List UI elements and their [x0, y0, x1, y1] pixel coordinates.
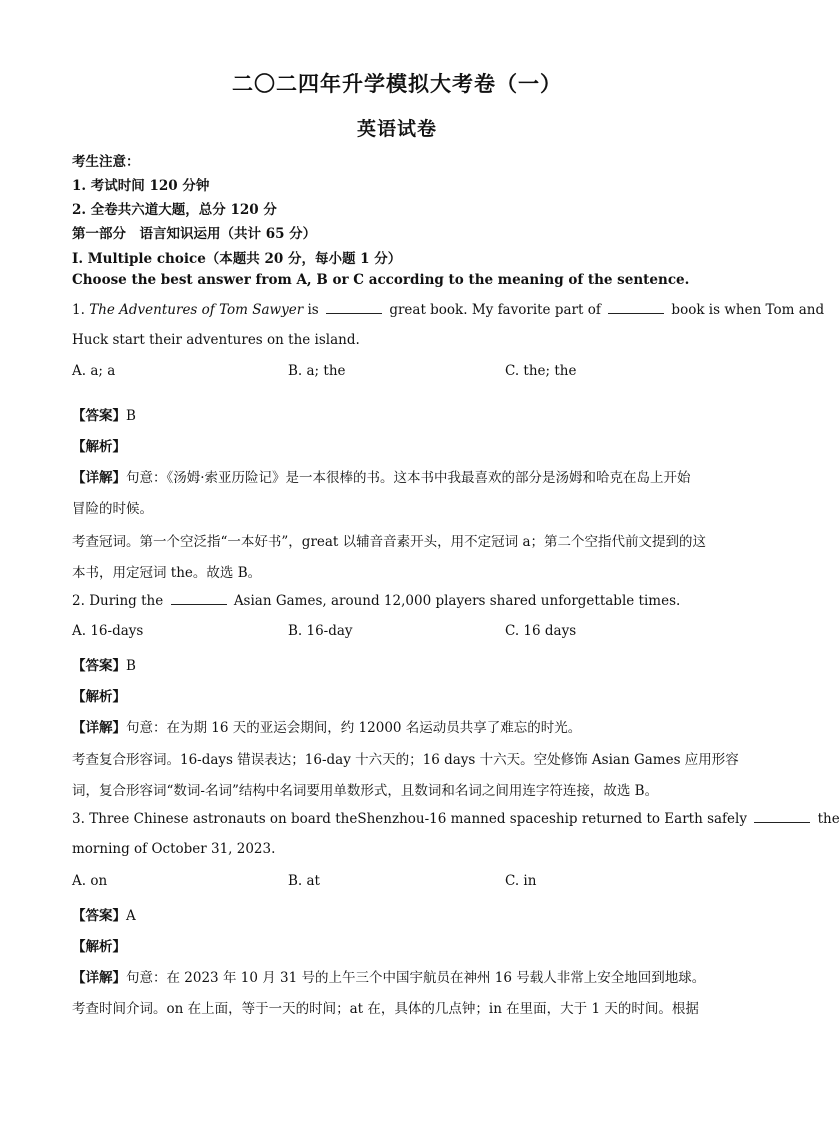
question-2: 2. During the Asian Games, around 12,000 players shared unforgettable times. — [72, 593, 681, 609]
exam-subtitle: 英语试卷 — [356, 118, 437, 140]
question-number: 1. — [72, 302, 85, 318]
option-a: A. on — [72, 873, 108, 889]
option-c: C. the; the — [505, 363, 577, 379]
notice-item-2: 2. 全卷共六道大题，总分 120 分 — [72, 202, 277, 218]
answer-line: 【答案】B — [72, 658, 136, 674]
analysis-label: 【解析】 — [72, 939, 126, 955]
notice-heading: 考生注意： — [72, 154, 140, 170]
detail-line: 【详解】句意：在为期 16 天的亚运会期间，约 12000 名运动员共享了难忘的时光。 — [72, 720, 582, 736]
option-b: B. a; the — [288, 363, 346, 379]
detail-line-cont: 冒险的时候。 — [72, 501, 153, 517]
detail-line: 【详解】句意：《汤姆·索亚历险记》是一本很棒的书。这本书中我最喜欢的部分是汤姆和哈克在岛上开始 — [72, 470, 691, 486]
analysis-label: 【解析】 — [72, 689, 126, 705]
answer-blank — [326, 301, 382, 314]
question-1-line2: Huck start their adventures on the island. — [72, 332, 360, 348]
answer-value: A — [126, 908, 136, 924]
explanation-line: 考查冠词。第一个空泛指“一本好书”，great 以辅音音素开头，用不定冠词 a；第二个空指代前文提到的这 — [72, 534, 706, 550]
answer-blank — [754, 810, 810, 823]
part-title: 第一部分 语言知识运用（共计 65 分） — [72, 226, 317, 242]
explanation-line-cont: 词，复合形容词“数词-名词”结构中名词要用单数形式，且数词和名词之间用连字符连接，故选 B。 — [72, 783, 659, 799]
option-b: B. 16-day — [288, 623, 353, 639]
section-title: I. Multiple choice（本题共 20 分，每小题 1 分） — [72, 251, 402, 267]
explanation-line: 考查复合形容词。16-days 错误表达；16-day 十六天的；16 days 十六天。空处修饰 Asian Games 应用形容 — [72, 752, 739, 768]
answer-blank — [171, 592, 227, 605]
question-number: 3. — [72, 811, 85, 827]
book-title: The Adventures of Tom Sawyer — [89, 302, 304, 318]
option-c: C. in — [505, 873, 537, 889]
analysis-label: 【解析】 — [72, 439, 126, 455]
option-a: A. a; a — [72, 363, 116, 379]
option-b: B. at — [288, 873, 320, 889]
exam-title: 二〇二四年升学模拟大考卷（一） — [232, 71, 562, 96]
explanation-line: 考查时间介词。on 在上面，等于一天的时间；at 在，具体的几点钟；in 在里面，大于 1 天的时间。根据 — [72, 1001, 699, 1017]
answer-blank — [608, 301, 664, 314]
question-3-line2: morning of October 31, 2023. — [72, 841, 276, 857]
answer-line: 【答案】B — [72, 408, 136, 424]
question-3: 3. Three Chinese astronauts on board theShenzhou-16 manned spaceship returned to Earth safely the — [72, 811, 840, 827]
option-c: C. 16 days — [505, 623, 577, 639]
question-number: 2. — [72, 593, 85, 609]
answer-value: B — [126, 658, 136, 674]
explanation-line-cont: 本书，用定冠词 the。故选 B。 — [72, 565, 262, 581]
question-1: 1. The Adventures of Tom Sawyer is great book. My favorite part of book is when Tom and — [72, 302, 825, 318]
section-instruction: Choose the best answer from A, B or C according to the meaning of the sentence. — [72, 272, 690, 288]
notice-item-1: 1. 考试时间 120 分钟 — [72, 178, 210, 194]
option-a: A. 16-days — [72, 623, 144, 639]
answer-line: 【答案】A — [72, 908, 136, 924]
detail-line: 【详解】句意：在 2023 年 10 月 31 号的上午三个中国宇航员在神州 16 号载人非常上安全地回到地球。 — [72, 970, 706, 986]
answer-value: B — [126, 408, 136, 424]
